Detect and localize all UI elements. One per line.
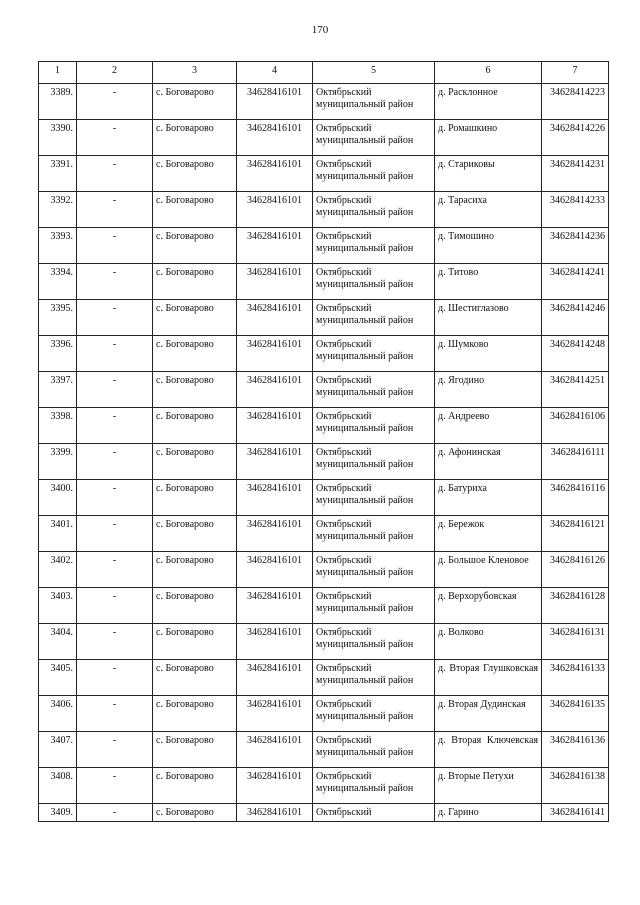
table-row (39, 120, 609, 156)
row-dash: - (77, 588, 153, 624)
row-number: 3407. (39, 732, 77, 768)
row-number: 3391. (39, 156, 77, 192)
row-okato: 34628416111 (542, 444, 609, 480)
row-district: Октябрьский муниципальный район (313, 516, 435, 552)
row-code: 34628416101 (237, 480, 313, 516)
row-okato: 34628414223 (542, 84, 609, 120)
row-code: 34628416101 (237, 156, 313, 192)
table-row (39, 516, 609, 552)
row-okato: 34628416116 (542, 480, 609, 516)
row-district: Октябрьский муниципальный район (313, 120, 435, 156)
row-okato: 34628416141 (542, 804, 609, 822)
row-okato: 34628414241 (542, 264, 609, 300)
row-number: 3404. (39, 624, 77, 660)
row-okato: 34628416126 (542, 552, 609, 588)
row-number: 3401. (39, 516, 77, 552)
row-settlement: с. Боговарово (153, 480, 237, 516)
row-dash: - (77, 696, 153, 732)
row-locality: д. Расклонное (435, 84, 542, 120)
row-code: 34628416101 (237, 516, 313, 552)
column-header-5: 5 (313, 62, 435, 84)
row-district: Октябрьский муниципальный район (313, 300, 435, 336)
row-okato: 34628414251 (542, 372, 609, 408)
row-locality: д. Шумково (435, 336, 542, 372)
column-header-2: 2 (77, 62, 153, 84)
row-dash: - (77, 264, 153, 300)
column-header-7: 7 (542, 62, 609, 84)
row-locality: д. Шестиглазово (435, 300, 542, 336)
row-settlement: с. Боговарово (153, 264, 237, 300)
row-dash: - (77, 660, 153, 696)
row-dash: - (77, 516, 153, 552)
row-district: Октябрьский (313, 804, 435, 822)
row-code: 34628416101 (237, 768, 313, 804)
row-code: 34628416101 (237, 192, 313, 228)
row-code: 34628416101 (237, 444, 313, 480)
row-number: 3399. (39, 444, 77, 480)
row-number: 3392. (39, 192, 77, 228)
row-okato: 34628416135 (542, 696, 609, 732)
table-row (39, 336, 609, 372)
row-locality: д. Тимошино (435, 228, 542, 264)
table-row (39, 156, 609, 192)
table-row (39, 264, 609, 300)
row-district: Октябрьский муниципальный район (313, 156, 435, 192)
row-code: 34628416101 (237, 264, 313, 300)
row-district: Октябрьский муниципальный район (313, 444, 435, 480)
row-locality: д. Титово (435, 264, 542, 300)
row-code: 34628416101 (237, 228, 313, 264)
row-district: Октябрьский муниципальный район (313, 768, 435, 804)
row-okato: 34628414233 (542, 192, 609, 228)
row-settlement: с. Боговарово (153, 300, 237, 336)
row-settlement: с. Боговарово (153, 228, 237, 264)
row-district: Октябрьский муниципальный район (313, 660, 435, 696)
table-row (39, 480, 609, 516)
row-dash: - (77, 156, 153, 192)
row-number: 3405. (39, 660, 77, 696)
table-row (39, 408, 609, 444)
table-row (39, 660, 609, 696)
table-row (39, 444, 609, 480)
row-code: 34628416101 (237, 696, 313, 732)
row-locality: д. Вторая Дудинская (435, 696, 542, 732)
row-dash: - (77, 624, 153, 660)
registry-table (38, 61, 609, 822)
row-locality: д. Стариковы (435, 156, 542, 192)
row-okato: 34628414231 (542, 156, 609, 192)
row-dash: - (77, 408, 153, 444)
row-locality: д. Верхорубовская (435, 588, 542, 624)
row-dash: - (77, 804, 153, 822)
row-dash: - (77, 84, 153, 120)
row-dash: - (77, 732, 153, 768)
row-district: Октябрьский муниципальный район (313, 228, 435, 264)
row-code: 34628416101 (237, 552, 313, 588)
row-dash: - (77, 444, 153, 480)
row-settlement: с. Боговарово (153, 120, 237, 156)
row-district: Октябрьский муниципальный район (313, 336, 435, 372)
row-dash: - (77, 336, 153, 372)
table-header (39, 62, 609, 84)
table-row (39, 624, 609, 660)
table-row (39, 192, 609, 228)
row-district: Октябрьский муниципальный район (313, 624, 435, 660)
table-row (39, 84, 609, 120)
row-okato: 34628416133 (542, 660, 609, 696)
row-settlement: с. Боговарово (153, 444, 237, 480)
row-locality: д. Волково (435, 624, 542, 660)
row-settlement: с. Боговарово (153, 732, 237, 768)
row-settlement: с. Боговарово (153, 408, 237, 444)
row-okato: 34628414248 (542, 336, 609, 372)
row-district: Октябрьский муниципальный район (313, 408, 435, 444)
row-okato: 34628416131 (542, 624, 609, 660)
row-locality: д. Ягодино (435, 372, 542, 408)
row-district: Октябрьский муниципальный район (313, 732, 435, 768)
row-okato: 34628414226 (542, 120, 609, 156)
column-header-1: 1 (39, 62, 77, 84)
row-okato: 34628416106 (542, 408, 609, 444)
row-number: 3393. (39, 228, 77, 264)
row-locality: д. Большое Кленовое (435, 552, 542, 588)
row-code: 34628416101 (237, 660, 313, 696)
row-dash: - (77, 192, 153, 228)
row-settlement: с. Боговарово (153, 84, 237, 120)
row-code: 34628416101 (237, 732, 313, 768)
row-settlement: с. Боговарово (153, 336, 237, 372)
row-number: 3400. (39, 480, 77, 516)
table-row (39, 228, 609, 264)
table-row (39, 300, 609, 336)
row-code: 34628416101 (237, 300, 313, 336)
table-row (39, 732, 609, 768)
row-code: 34628416101 (237, 408, 313, 444)
row-district: Октябрьский муниципальный район (313, 588, 435, 624)
row-locality: д. Андреево (435, 408, 542, 444)
row-settlement: с. Боговарово (153, 624, 237, 660)
row-number: 3396. (39, 336, 77, 372)
row-code: 34628416101 (237, 624, 313, 660)
row-district: Октябрьский муниципальный район (313, 192, 435, 228)
row-dash: - (77, 300, 153, 336)
row-number: 3397. (39, 372, 77, 408)
row-settlement: с. Боговарово (153, 192, 237, 228)
row-number: 3403. (39, 588, 77, 624)
table-body (39, 84, 609, 822)
row-settlement: с. Боговарово (153, 552, 237, 588)
table-row (39, 552, 609, 588)
row-dash: - (77, 768, 153, 804)
row-district: Октябрьский муниципальный район (313, 372, 435, 408)
row-code: 34628416101 (237, 84, 313, 120)
row-number: 3389. (39, 84, 77, 120)
row-okato: 34628416128 (542, 588, 609, 624)
row-locality: д. Афонинская (435, 444, 542, 480)
row-locality: д. Гарино (435, 804, 542, 822)
row-okato: 34628416136 (542, 732, 609, 768)
row-number: 3406. (39, 696, 77, 732)
row-settlement: с. Боговарово (153, 768, 237, 804)
row-settlement: с. Боговарово (153, 516, 237, 552)
row-number: 3398. (39, 408, 77, 444)
row-locality: д. Тарасиха (435, 192, 542, 228)
row-district: Октябрьский муниципальный район (313, 480, 435, 516)
row-dash: - (77, 480, 153, 516)
row-code: 34628416101 (237, 372, 313, 408)
row-number: 3394. (39, 264, 77, 300)
column-header-3: 3 (153, 62, 237, 84)
row-district: Октябрьский муниципальный район (313, 696, 435, 732)
row-locality: д. Вторые Петухи (435, 768, 542, 804)
row-district: Октябрьский муниципальный район (313, 84, 435, 120)
row-number: 3395. (39, 300, 77, 336)
column-header-4: 4 (237, 62, 313, 84)
row-number: 3402. (39, 552, 77, 588)
row-dash: - (77, 120, 153, 156)
row-number: 3390. (39, 120, 77, 156)
row-district: Октябрьский муниципальный район (313, 264, 435, 300)
row-okato: 34628416138 (542, 768, 609, 804)
row-code: 34628416101 (237, 120, 313, 156)
row-locality: д. Батуриха (435, 480, 542, 516)
row-settlement: с. Боговарово (153, 372, 237, 408)
row-okato: 34628414236 (542, 228, 609, 264)
row-number: 3409. (39, 804, 77, 822)
row-code: 34628416101 (237, 804, 313, 822)
page-number: 170 (311, 24, 329, 36)
column-header-6: 6 (435, 62, 542, 84)
row-number: 3408. (39, 768, 77, 804)
row-dash: - (77, 228, 153, 264)
table-row (39, 696, 609, 732)
table-row (39, 372, 609, 408)
row-settlement: с. Боговарово (153, 588, 237, 624)
row-settlement: с. Боговарово (153, 804, 237, 822)
row-locality: д. Ромашкино (435, 120, 542, 156)
row-dash: - (77, 552, 153, 588)
row-dash: - (77, 372, 153, 408)
row-code: 34628416101 (237, 336, 313, 372)
row-settlement: с. Боговарово (153, 660, 237, 696)
table-row (39, 588, 609, 624)
row-settlement: с. Боговарово (153, 156, 237, 192)
row-code: 34628416101 (237, 588, 313, 624)
row-district: Октябрьский муниципальный район (313, 552, 435, 588)
row-settlement: с. Боговарово (153, 696, 237, 732)
row-locality: д. Бережок (435, 516, 542, 552)
table-row (39, 804, 609, 822)
table-row (39, 768, 609, 804)
row-okato: 34628414246 (542, 300, 609, 336)
row-locality: д. Вторая Глушковская (435, 660, 542, 696)
row-okato: 34628416121 (542, 516, 609, 552)
header-row (39, 62, 609, 84)
row-locality: д. Вторая Ключевская (435, 732, 542, 768)
